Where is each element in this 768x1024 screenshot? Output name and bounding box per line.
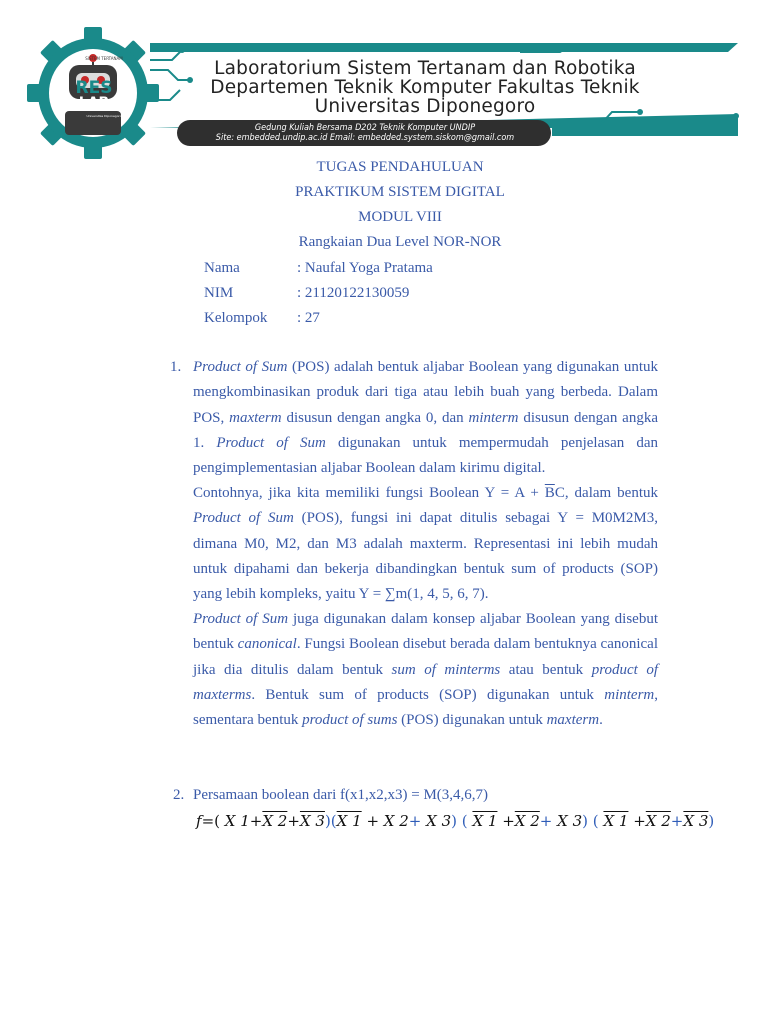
term-minterm: minterm	[604, 686, 655, 703]
logo-text-lab: LAB	[78, 95, 110, 111]
header-address: Gedung Kuliah Bersama D202 Teknik Komputer UNDIP	[254, 123, 476, 133]
doc-heading-3: MODUL VIII	[358, 209, 442, 225]
term-product-of-sums: product of sums	[302, 712, 398, 729]
paragraph-canonical: Product of Sum juga digunakan dalam konsep aljabar Boolean yang disebut bentuk canonical. Fungsi Boolean disebut berada dalam bentuknya canonical jika dia ditulis dalam bentuk sum of minterms atau bentuk product of maxterms. Bentuk sum of products (SOP) digunakan untuk minterm, sementara bentuk product of sums (POS) digunakan untuk maxterm.	[193, 611, 659, 729]
doc-heading-2: PRAKTIKUM SISTEM DIGITAL	[295, 184, 505, 200]
header-title-line1: Laboratorium Sistem Tertanam dan Robotika	[214, 58, 636, 79]
doc-heading-1: TUGAS PENDAHULUAN	[316, 159, 484, 175]
header-contact: Site: embedded.undip.ac.id Email: embedded.system.siskom@gmail.com	[215, 133, 515, 143]
paragraph-pos-example: Contohnya, jika kita memiliki fungsi Boolean $Y = A + \overline{B}C$, dalam bentuk Product of Sum (POS), fungsi ini dapat ditulis sebagai Y = M0M2M3, dimana M0, M2, dan M3 adalah maxterm. Representasi ini lebih mudah untuk dipahami dan bekerja dibandingkan bentuk sum of products (SOP) yang lebih kompleks, yaitu Y = ∑m(1, 4, 5, 6, 7).	[193, 485, 658, 603]
term-product-of-sum: Product of Sum	[193, 510, 294, 527]
nim-label: NIM	[204, 285, 234, 301]
list-number-2: 2.	[173, 787, 185, 803]
term-product-of-sum: Product of Sum	[193, 611, 289, 627]
term-maxterm: maxterm	[229, 409, 282, 426]
term-product-of-sum: Product of Sum	[193, 359, 288, 375]
logo-ring-text: SISTEM TERTANAM	[85, 56, 123, 61]
header-title-line3: Universitas Diponegoro	[314, 96, 536, 117]
term-canonical: canonical	[237, 636, 297, 653]
paragraph-boolean-equation: Persamaan boolean dari f(x1,x2,x3) = M(3,4,6,7)	[193, 787, 489, 803]
boolean-equation: f=( X 1+X 2+X 3)(X 1 + X 2+ X 3) ( X 1 +X 2+ X 3) ( X 1 +X 2+X 3)	[196, 812, 715, 830]
logo-text-res: RES	[75, 78, 113, 98]
letterhead	[0, 0, 768, 160]
term-maxterm: maxterm	[546, 712, 600, 729]
name-label: Nama	[204, 260, 240, 276]
nim-value: : 21120122130059	[297, 285, 410, 301]
term-product-of-maxterms: product of maxterms	[193, 661, 658, 703]
doc-heading-4: Rangkaian Dua Level NOR-NOR	[298, 234, 502, 250]
banner-top-stripe	[150, 43, 738, 52]
list-number-1: 1.	[170, 359, 182, 375]
group-label: Kelompok	[204, 310, 268, 326]
group-value: : 27	[297, 310, 320, 326]
header-title-line2: Departemen Teknik Komputer Fakultas Teknik	[210, 77, 640, 98]
name-value: : Naufal Yoga Pratama	[297, 260, 433, 276]
overline-b: $\overline{B}$	[544, 485, 555, 501]
term-minterm: minterm	[468, 409, 519, 426]
logo-bottom-text: Universitas Diponegoro	[86, 114, 122, 118]
term-sum-of-minterms: sum of minterms	[391, 661, 501, 678]
paragraph-pos-definition: Product of Sum (POS) adalah bentuk aljabar Boolean yang digunakan untuk mengkombinasikan produk dari tiga atau lebih buah yang berbeda. Dalam POS, maxterm disusun dengan angka 0, dan minterm disusun dengan angka 1. Product of Sum digunakan untuk mempermudah penjelasan dan pengimplementasian aljabar Boolean dalam kirimu digital.	[193, 359, 658, 477]
term-product-of-sum: Product of Sum	[216, 434, 326, 451]
